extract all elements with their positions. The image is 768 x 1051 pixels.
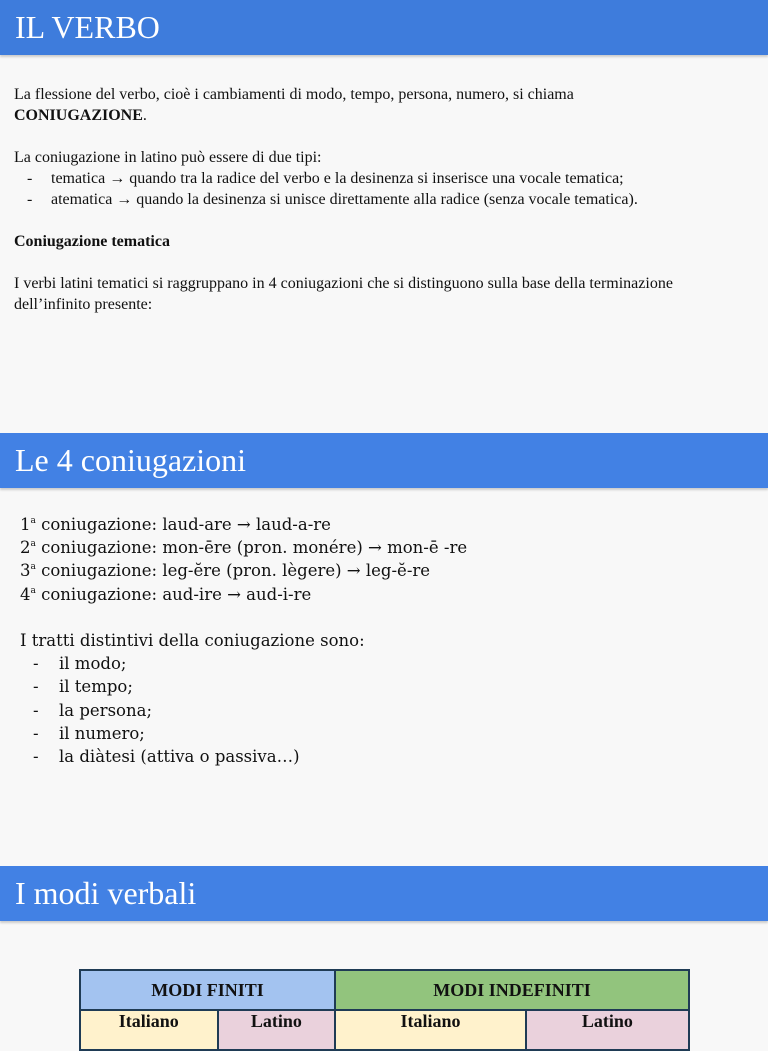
slide-coniugazioni xyxy=(0,433,768,853)
table-subheader-row xyxy=(80,1010,689,1050)
list-dash: - xyxy=(33,654,39,674)
conjugation-line xyxy=(20,583,748,606)
ordinal-number: 1 xyxy=(20,515,31,534)
list-item xyxy=(14,168,748,189)
slide-title: IL VERBO xyxy=(0,0,768,55)
bold-term: CONIUGAZIONE xyxy=(14,107,143,124)
list-item-text: il numero; xyxy=(59,723,145,743)
traits-intro: I tratti distintivi della coniugazione sono: xyxy=(20,631,365,650)
subheading xyxy=(14,231,748,252)
ordinal-suffix: a xyxy=(30,585,36,596)
list-dash: - xyxy=(33,677,39,697)
paragraph-text: La flessione del verbo, cioè i cambiamenti di modo, tempo, persona, numero, si chiama xyxy=(14,86,574,103)
slide-title: I modi verbali xyxy=(0,866,768,921)
ordinal-number: 3 xyxy=(20,561,31,581)
ordinal-suffix: a xyxy=(30,516,36,526)
list-dash: - xyxy=(33,747,39,767)
conjugation-text: coniugazione: mon-ēre (pron. monére) → mon-ē -re xyxy=(35,538,468,558)
header-modi-finiti: MODI FINITI xyxy=(80,970,335,1010)
list-dash: - xyxy=(33,700,39,720)
list-dash: - xyxy=(27,170,33,187)
ordinal-suffix: a xyxy=(30,562,36,573)
list-item-text: il tempo; xyxy=(59,677,133,697)
list-item-text: la persona; xyxy=(59,700,152,720)
slide-modi-verbali xyxy=(0,866,768,1031)
list-dash: - xyxy=(33,723,39,743)
conjugation-text: coniugazione: leg-ĕre (pron. lègere) → leg-ĕ-re xyxy=(35,561,431,581)
ordinal-suffix: a xyxy=(30,539,36,550)
list-item xyxy=(20,722,748,745)
paragraph: I verbi latini tematici si raggruppano in 4 coniugazioni che si distinguono sulla base della terminazione dell’infinito presente: xyxy=(14,275,673,313)
subheader-italiano: Italiano xyxy=(80,1010,218,1050)
conjugation-line xyxy=(20,513,748,536)
slide-il-verbo xyxy=(0,0,768,420)
conjugation-line xyxy=(20,559,748,582)
list-item xyxy=(20,745,748,768)
header-modi-indefiniti: MODI INDEFINITI xyxy=(335,970,689,1010)
conjugation-text: coniugazione: aud-ire → aud-i-re xyxy=(35,584,312,604)
list-item xyxy=(20,652,748,675)
paragraph: La coniugazione in latino può essere di due tipi: xyxy=(14,149,322,166)
table-header-row xyxy=(80,970,689,1010)
list-item-text: la diàtesi (attiva o passiva…) xyxy=(59,747,300,767)
conjugation-line xyxy=(20,536,748,559)
list-item-text: il modo; xyxy=(59,654,127,674)
list-item xyxy=(20,675,748,698)
ordinal-number: 4 xyxy=(20,584,31,604)
subheader-latino: Latino xyxy=(526,1010,689,1050)
subheader-latino: Latino xyxy=(218,1010,336,1050)
conjugation-text: coniugazione: laud-are → laud-a-re xyxy=(35,515,331,534)
subheading-text: Coniugazione tematica xyxy=(14,233,170,250)
list-item xyxy=(14,189,748,210)
slide-body xyxy=(0,55,768,315)
paragraph-end: . xyxy=(142,107,147,124)
ordinal-number: 2 xyxy=(20,538,31,558)
list-item-text: atematica → quando la desinenza si unisce direttamente alla radice (senza vocale tematica). xyxy=(51,191,638,208)
slide-title: Le 4 coniugazioni xyxy=(0,433,768,488)
modi-table xyxy=(79,969,690,1051)
subheader-italiano: Italiano xyxy=(335,1010,526,1050)
list-item xyxy=(20,699,748,722)
list-item-text: tematica → quando tra la radice del verbo e la desinenza si inserisce una vocale tematica; xyxy=(51,170,624,187)
list-dash: - xyxy=(27,191,33,208)
paragraph xyxy=(14,84,748,126)
